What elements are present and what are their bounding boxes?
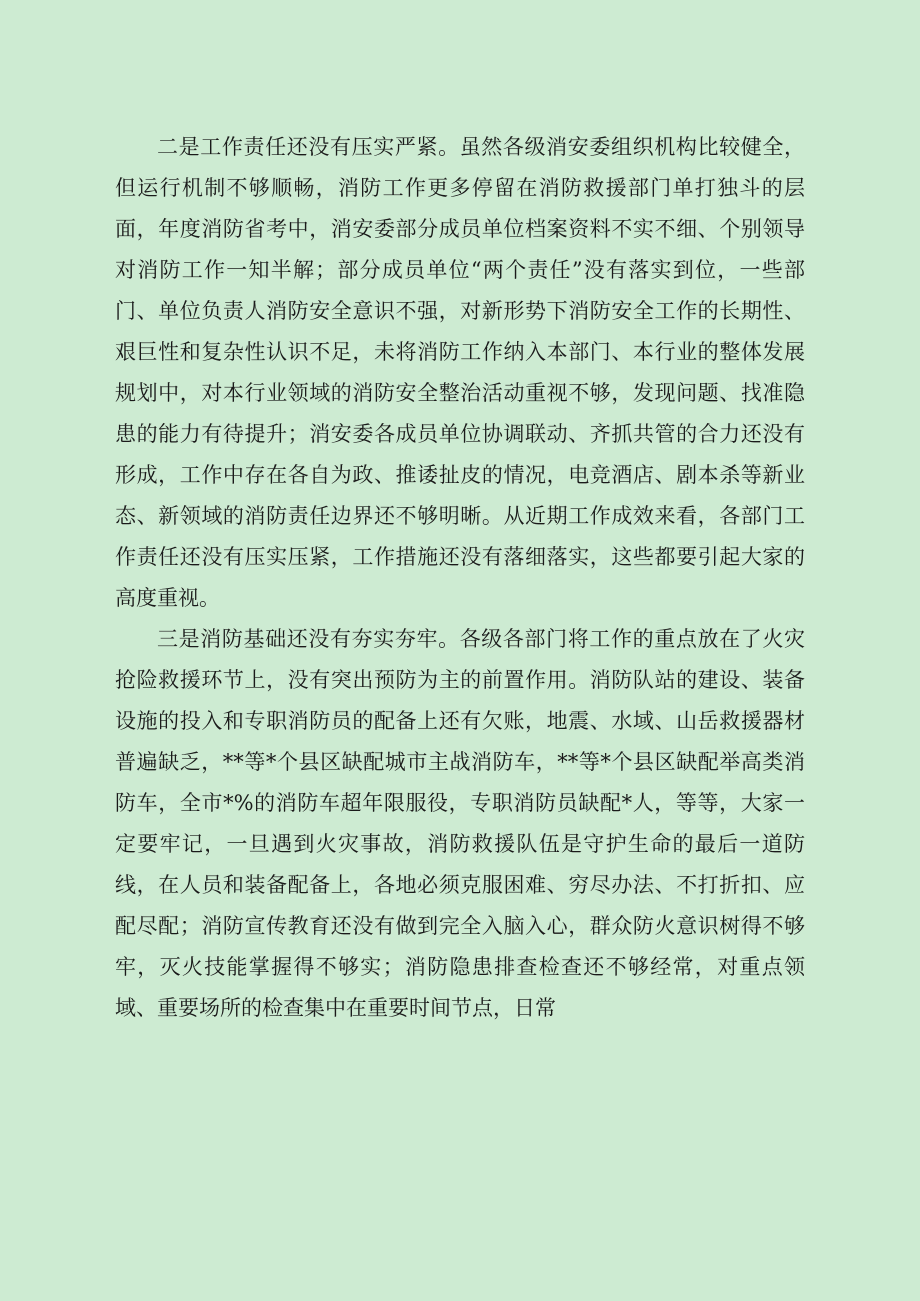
document-body: [115, 127, 805, 1029]
paragraph-fire-foundation: 三是消防基础还没有夯实夯牢。各级各部门将工作的重点放在了火灾抢险救援环节上，没有突出预防为主的前置作用。消防队站的建设、装备设施的投入和专职消防员的配备上还有欠账，地震、水域、山岳救援器材普遍缺乏，**等*个县区缺配城市主战消防车，**等*个县区缺配举高类消防车，全市*%的消防车超年限服役，专职消防员缺配*人，等等，大家一定要牢记，一旦遇到火灾事故，消防救援队伍是守护生命的最后一道防线，在人员和装备配备上，各地必须克服困难、穷尽办法、不打折扣、应配尽配；消防宣传教育还没有做到完全入脑入心，群众防火意识树得不够牢，灭火技能掌握得不够实；消防隐患排查检查还不够经常，对重点领域、重要场所的检查集中在重要时间节点，日常: [115, 627, 805, 1020]
paragraph-responsibility: 二是工作责任还没有压实严紧。虽然各级消安委组织机构比较健全，但运行机制不够顺畅，消防工作更多停留在消防救援部门单打独斗的层面，年度消防省考中，消安委部分成员单位档案资料不实不细、个别领导对消防工作一知半解；部分成员单位“两个责任”没有落实到位，一些部门、单位负责人消防安全意识不强，对新形势下消防安全工作的长期性、艰巨性和复杂性认识不足，未将消防工作纳入本部门、本行业的整体发展规划中，对本行业领域的消防安全整治活动重视不够，发现问题、找准隐患的能力有待提升；消安委各成员单位协调联动、齐抓共管的合力还没有形成，工作中存在各自为政、推诿扯皮的情况，电竞酒店、剧本杀等新业态、新领域的消防责任边界还不够明晰。从近期工作成效来看，各部门工作责任还没有压实压紧，工作措施还没有落细落实，这些都要引起大家的高度重视。: [115, 135, 805, 610]
